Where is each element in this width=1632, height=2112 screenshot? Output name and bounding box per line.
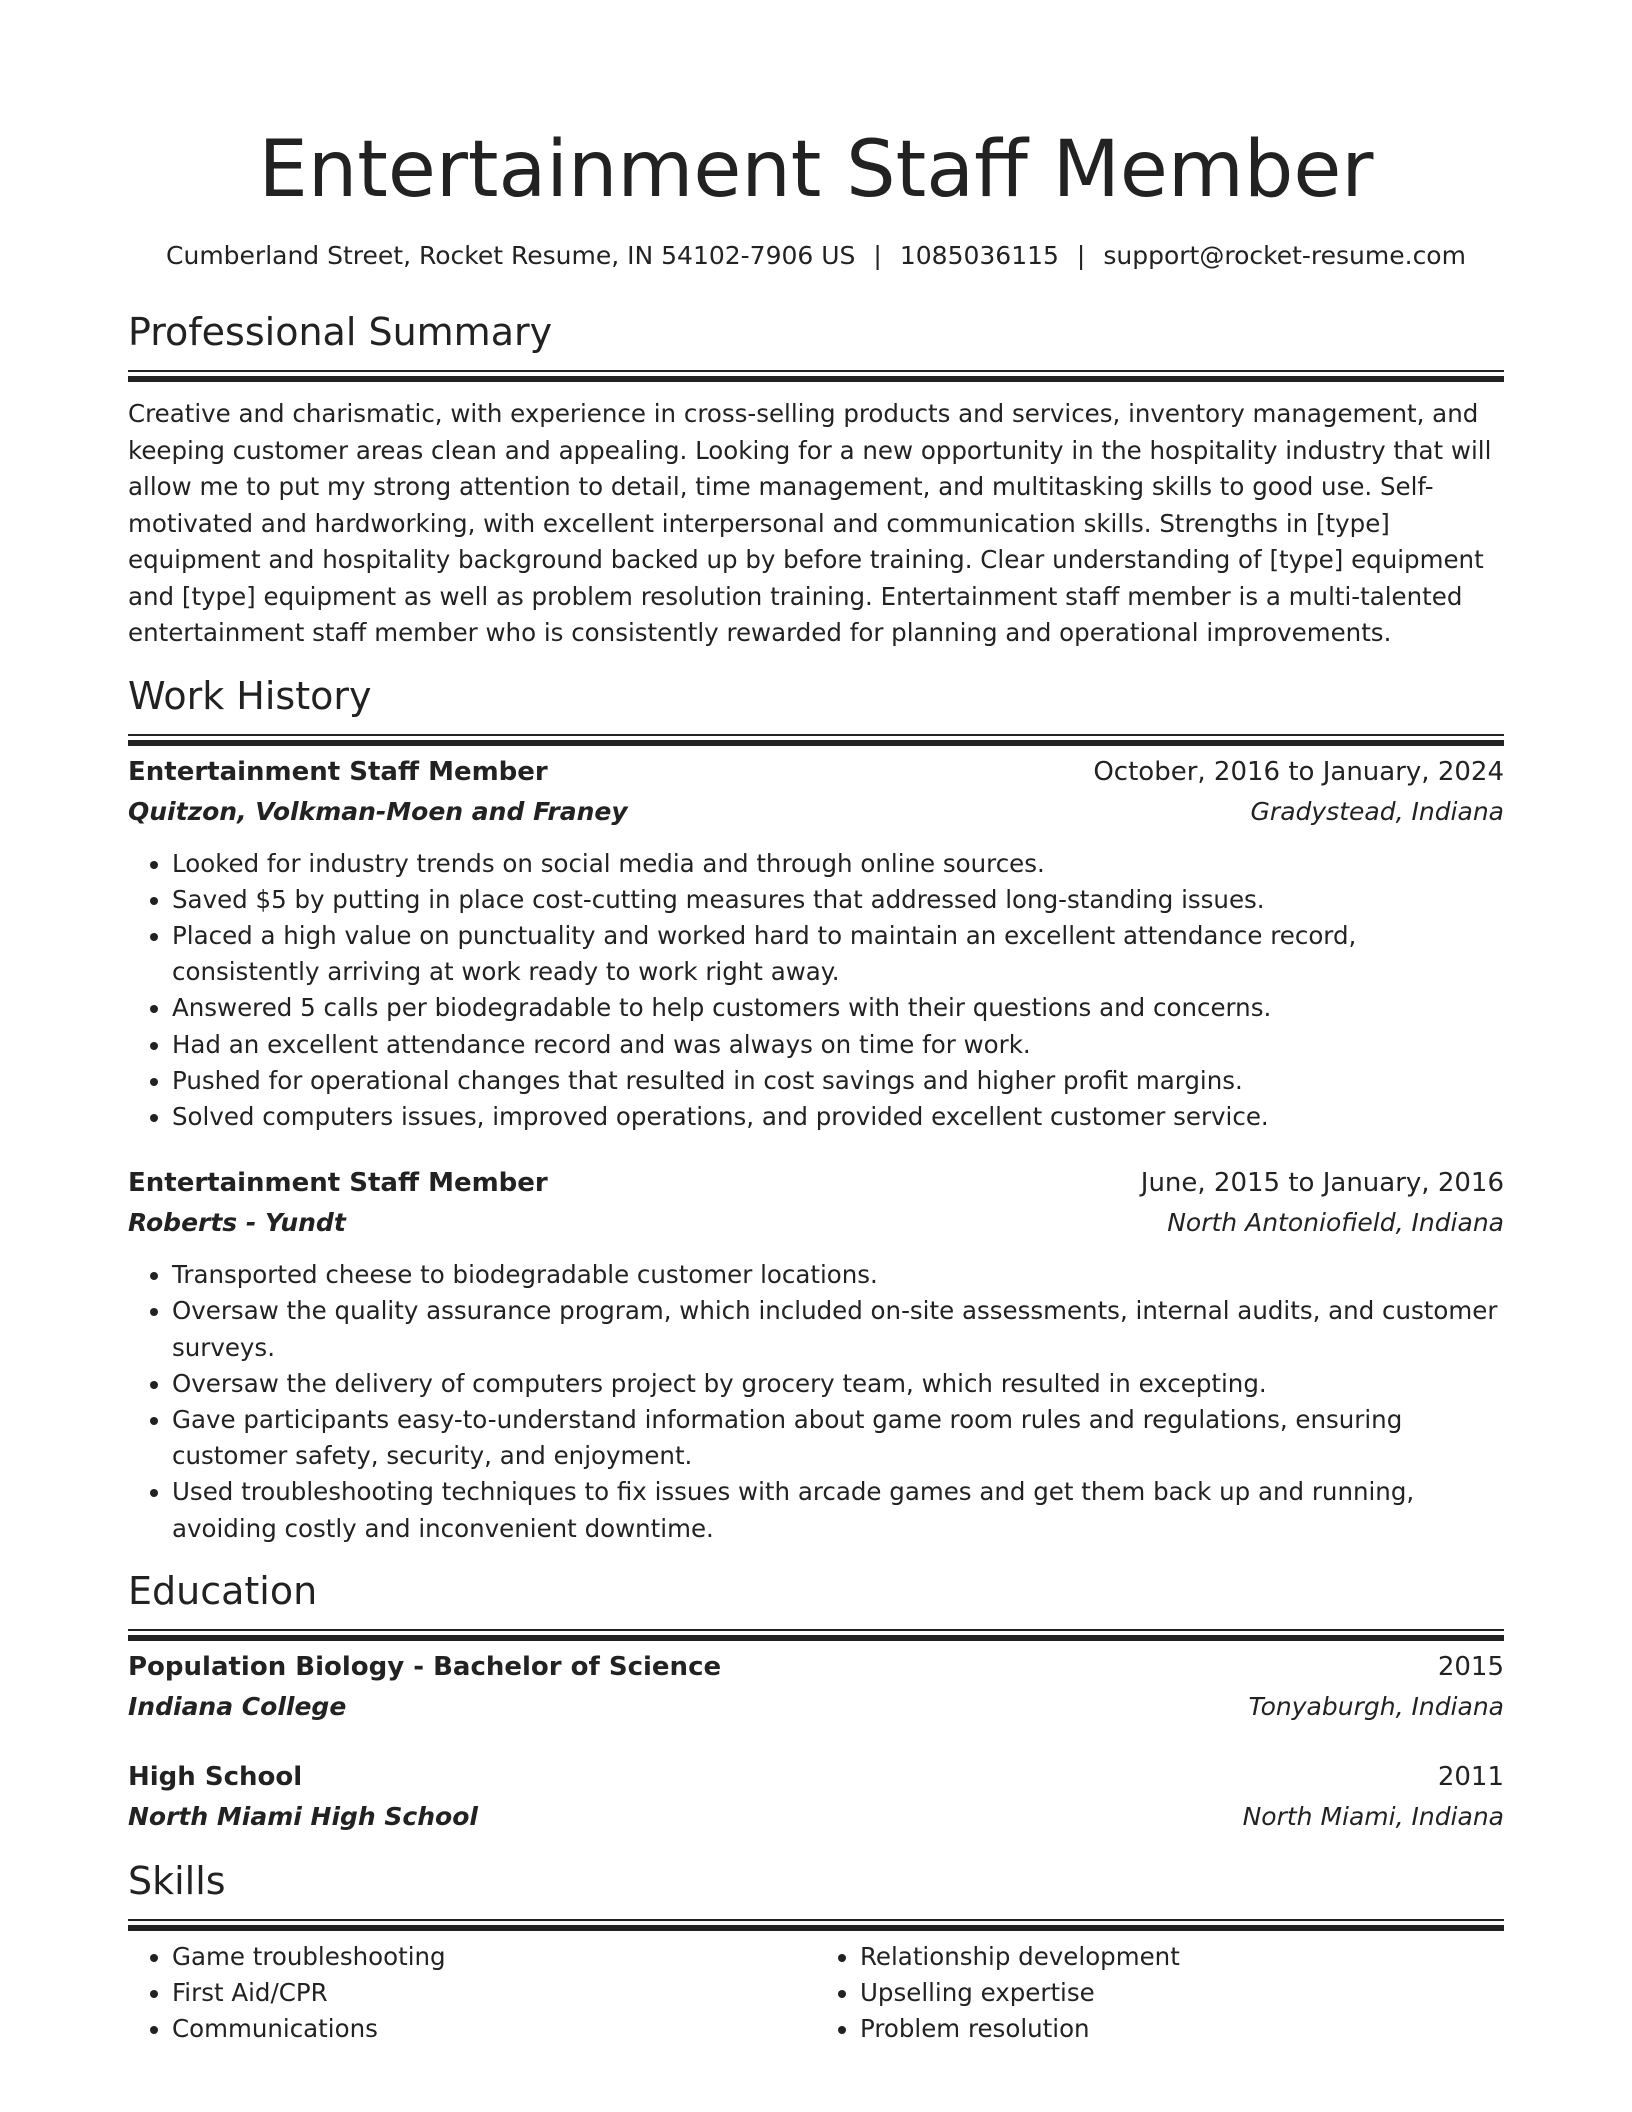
section-divider [128, 1919, 1504, 1931]
skill-item: • Relationship development [860, 1939, 1504, 1975]
contact-email: support@rocket-resume.com [1103, 241, 1466, 270]
list-item: • Saved $5 by putting in place cost-cutting measures that addressed long-standing issues. [172, 882, 1504, 918]
education-entry [128, 1647, 1504, 1727]
resume-name: Entertainment Staff Member [258, 125, 1374, 215]
section-divider [128, 1629, 1504, 1641]
list-item: • Looked for industry trends on social media and through online sources. [172, 846, 1504, 882]
job-title: Entertainment Staff Member [128, 756, 548, 787]
school-name: North Miami High School [128, 1801, 478, 1831]
graduation-year: 2011 [1437, 1761, 1504, 1792]
job-location: Gradystead, Indiana [1250, 796, 1504, 826]
skill-item: • Problem resolution [860, 2011, 1504, 2047]
skills-columns [128, 1939, 1504, 2048]
list-item: • Used troubleshooting techniques to fix issues with arcade games and get them back up and running, avoiding costly and inconvenient downtime. [172, 1474, 1504, 1546]
skill-item: • Communications [172, 2011, 816, 2047]
work-entry-header [128, 1163, 1504, 1203]
job-location: North Antoniofield, Indiana [1167, 1208, 1504, 1238]
section-divider [128, 370, 1504, 382]
work-entry-subheader [128, 1203, 1504, 1243]
job-bullets [128, 1257, 1504, 1547]
skills-section [128, 1857, 1504, 2048]
section-title-skills: Skills [128, 1858, 226, 1903]
skill-item: • Upselling expertise [860, 1975, 1504, 2011]
contact-line [128, 240, 1504, 272]
contact-separator: | [873, 241, 882, 270]
list-item: • Pushed for operational changes that resulted in cost savings and higher profit margins. [172, 1063, 1504, 1099]
contact-separator: | [1076, 241, 1086, 270]
education-entry-header [128, 1647, 1504, 1687]
list-item: • Oversaw the delivery of computers project by grocery team, which resulted in excepting. [172, 1366, 1504, 1402]
skill-item: • First Aid/CPR [172, 1975, 816, 2011]
list-item: • Placed a high value on punctuality and worked hard to maintain an excellent attendance record, consistently arriving at work ready to work right away. [172, 918, 1504, 990]
school-location: Tonyaburgh, Indiana [1248, 1691, 1504, 1721]
education-entry [128, 1757, 1504, 1837]
list-item: • Oversaw the quality assurance program, which included on-site assessments, internal audits, and customer surveys. [172, 1293, 1504, 1365]
section-title-work: Work History [128, 673, 372, 718]
job-bullets [128, 846, 1504, 1136]
contact-phone: 1085036115 [899, 241, 1059, 270]
skills-list-right [816, 1939, 1504, 2048]
company-name: Roberts - Yundt [128, 1208, 346, 1238]
education-entry-subheader [128, 1687, 1504, 1727]
contact-address: Cumberland Street, Rocket Resume, IN 54102-7906 US [166, 241, 856, 270]
list-item: • Gave participants easy-to-understand information about game room rules and regulations, ensuring customer safety, security, and enjoyment. [172, 1402, 1504, 1474]
job-dates: June, 2015 to January, 2016 [1140, 1168, 1504, 1199]
section-title-education: Education [128, 1568, 318, 1613]
school-location: North Miami, Indiana [1242, 1801, 1504, 1831]
skill-item: • Game troubleshooting [172, 1939, 816, 1975]
section-title-summary: Professional Summary [128, 310, 553, 354]
company-name: Quitzon, Volkman-Moen and Franey [128, 796, 628, 826]
degree-name: High School [128, 1761, 303, 1792]
list-item: • Had an excellent attendance record and was always on time for work. [172, 1027, 1504, 1063]
list-item: • Transported cheese to biodegradable customer locations. [172, 1257, 1504, 1293]
work-entry-subheader [128, 792, 1504, 832]
education-entry-subheader [128, 1797, 1504, 1837]
summary-text: Creative and charismatic, with experience in cross-selling products and services, inventory management, and keeping customer areas clean and appealing. Looking for a new opportunity in the hospitality industry that will allow me to put my strong attention to detail, time management, and multitasking skills to good use. Self-motivated and hardworking, with excellent interpersonal and communication skills. Strengths in [type] equipment and hospitality background backed up by before training. Clear understanding of [type] equipment and [type] equipment as well as problem resolution training. Entertainment staff member is a multi-talented entertainment staff member who is consistently rewarded for planning and operational improvements. [128, 399, 1492, 647]
section-divider [128, 734, 1504, 746]
job-title: Entertainment Staff Member [128, 1168, 548, 1199]
work-entry [128, 752, 1504, 1136]
graduation-year: 2015 [1437, 1651, 1504, 1682]
degree-name: Population Biology - Bachelor of Science [128, 1651, 722, 1682]
list-item: • Solved computers issues, improved operations, and provided excellent customer service. [172, 1099, 1504, 1135]
work-entry [128, 1163, 1504, 1547]
job-dates: October, 2016 to January, 2024 [1093, 756, 1504, 787]
skills-list-left [128, 1939, 816, 2048]
work-section [128, 672, 1504, 1547]
list-item: • Answered 5 calls per biodegradable to help customers with their questions and concerns. [172, 990, 1504, 1026]
summary-section [128, 308, 1504, 652]
school-name: Indiana College [128, 1691, 347, 1721]
education-section [128, 1567, 1504, 1837]
work-entry-header [128, 752, 1504, 792]
education-entry-header [128, 1757, 1504, 1797]
